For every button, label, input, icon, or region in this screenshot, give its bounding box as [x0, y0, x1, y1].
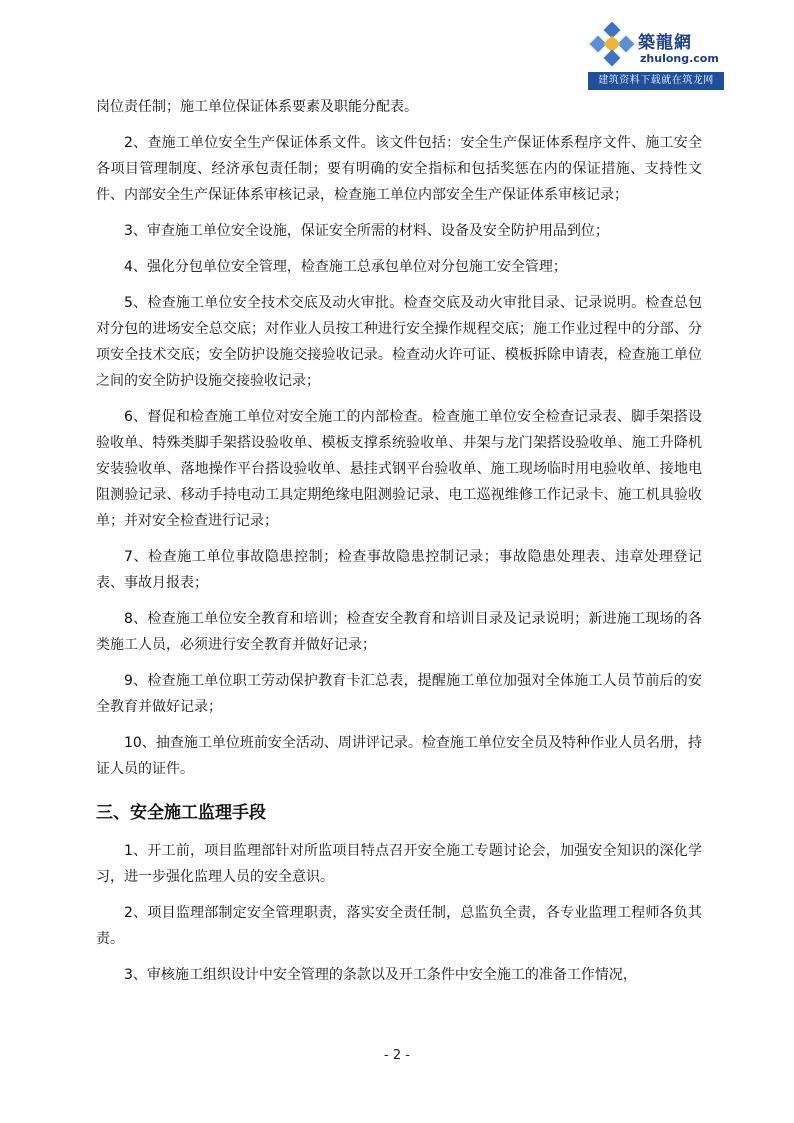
paragraph: 4、强化分包单位安全管理，检查施工总承包单位对分包施工安全管理；	[124, 259, 567, 275]
logo-slogan: 建筑资料下载就在筑龙网	[588, 72, 724, 90]
zhulong-logo	[588, 22, 724, 94]
paragraph: 岗位责任制；施工单位保证体系要素及职能分配表。	[96, 99, 418, 115]
logo-name: 築龍網	[638, 33, 692, 53]
paragraph: 1、开工前，项目监理部针对所监项目特点召开安全施工专题讨论会，加强安全知识的深化学习，进一步强化监理人员的安全意识。	[96, 843, 702, 885]
page-number: - 2 -	[384, 1048, 410, 1063]
paragraph: 6、督促和检查施工单位对安全施工的内部检查。检查施工单位安全检查记录表、脚手架搭设验收单、特殊类脚手架搭设验收单、模板支撑系统验收单、井架与龙门架搭设验收单、施工升降机安装验收单、落地操作平台搭设验收单、悬挂式钢平台验收单、施工现场临时用电验收单、接地电阻测验记录、移动手持电动工具定期绝缘电阻测验记录、电工巡视维修工作记录卡、施工机具验收单；并对安全检查进行记录；	[96, 409, 702, 529]
paragraph: 2、查施工单位安全生产保证体系文件。该文件包括：安全生产保证体系程序文件、施工安全各项目管理制度、经济承包责任制；要有明确的安全指标和包括奖惩在内的保证措施、支持性文件、内部安全生产保证体系审核记录，检查施工单位内部安全生产保证体系审核记录；	[96, 135, 702, 203]
zhulong-logo-mark-icon	[588, 22, 636, 70]
paragraph: 3、审核施工组织设计中安全管理的条款以及开工条件中安全施工的准备工作情况，	[124, 967, 637, 983]
document-body	[96, 94, 702, 998]
paragraph: 7、检查施工单位事故隐患控制；检查事故隐患控制记录；事故隐患处理表、违章处理登记表、事故月报表；	[96, 549, 702, 591]
section-heading: 三、安全施工监理手段	[96, 803, 266, 823]
paragraph: 5、检查施工单位安全技术交底及动火审批。检查交底及动火审批目录、记录说明。检查总包对分包的进场安全总交底；对作业人员按工种进行安全操作规程交底；施工作业过程中的分部、分项安全技术交底；安全防护设施交接验收记录。检查动火许可证、模板拆除申请表，检查施工单位之间的安全防护设施交接验收记录；	[96, 295, 702, 389]
paragraph: 9、检查施工单位职工劳动保护教育卡汇总表，提醒施工单位加强对全体施工人员节前后的安全教育并做好记录；	[96, 673, 702, 715]
paragraph: 8、检查施工单位安全教育和培训；检查安全教育和培训目录及记录说明；新进施工现场的各类施工人员，必须进行安全教育并做好记录；	[96, 611, 702, 653]
paragraph: 10、抽查施工单位班前安全活动、周讲评记录。检查施工单位安全员及特种作业人员名册，持证人员的证件。	[96, 735, 702, 777]
logo-domain: zhulong.com	[640, 52, 719, 65]
paragraph: 2、项目监理部制定安全管理职责，落实安全责任制，总监负全责，各专业监理工程师各负其责。	[96, 905, 702, 947]
paragraph: 3、审查施工单位安全设施，保证安全所需的材料、设备及安全防护用品到位；	[124, 223, 609, 239]
